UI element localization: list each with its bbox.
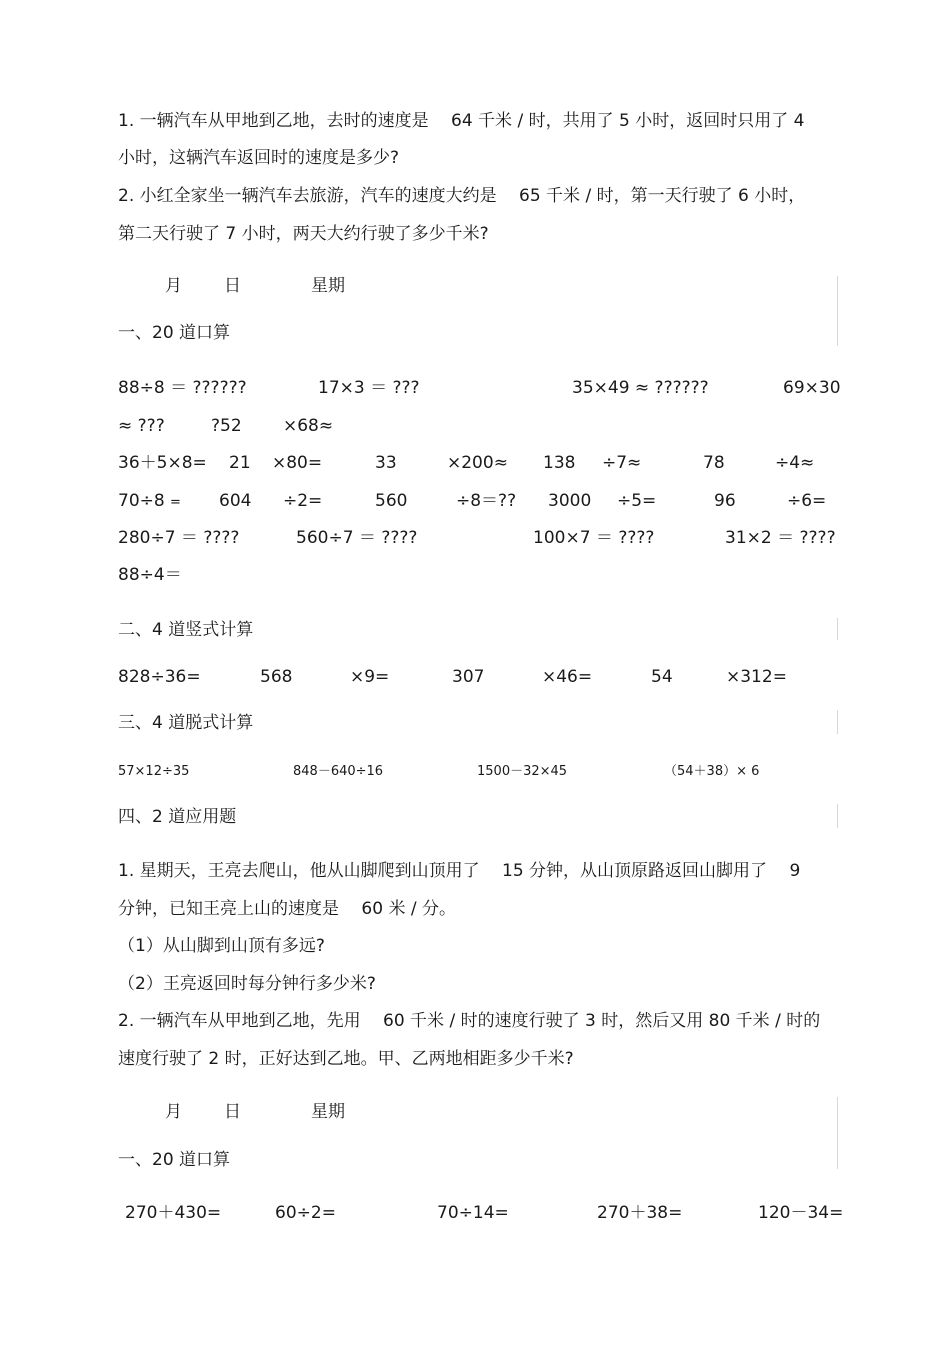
calc-item: ≈ ??? [118,416,165,436]
calc-item: 604 [219,491,252,511]
calc-item: ×80= [272,453,323,473]
calc-item: 560 [375,491,408,511]
date-weekday-label: 星期 [311,276,345,296]
margin-rule [837,804,838,828]
calc-item: 17×3 ＝ ??? [318,378,420,398]
calc-item: 69×30 [783,378,841,398]
date-day-label: 日 [224,1102,241,1122]
calc-item: ÷8＝?? [456,491,517,511]
calc-item: 120－34= [758,1203,844,1223]
calc-item: 828÷36= [118,667,201,687]
calc-item: 70÷14= [437,1203,509,1223]
word-problem-1-part-1: （1）从山脚到山顶有多远? [118,936,325,956]
word-problem-1-line-2: 分钟，已知王亮上山的速度是 60 米 / 分。 [118,899,456,919]
calc-item: ×68≈ [283,416,334,436]
calc-item: 100×7 ＝ ???? [533,528,655,548]
calc-item: 21 [229,453,251,473]
calc-item: 568 [260,667,293,687]
calc-item: 848－640÷16 [293,764,384,779]
section-step-calc-heading: 三、4 道脱式计算 [118,713,254,733]
calc-item: ÷4≈ [775,453,815,473]
calc-item: 270＋430= [125,1203,222,1223]
calc-item: 78 [703,453,725,473]
calc-item: ÷2= [283,491,323,511]
calc-item: 57×12÷35 [118,764,190,779]
problem-2-line-1: 2. 小红全家坐一辆汽车去旅游，汽车的速度大约是 65 千米 / 时，第一天行驶了 6 小时， [118,186,806,206]
calc-item: 560÷7 ＝ ???? [296,528,418,548]
calc-item: 280÷7 ＝ ???? [118,528,240,548]
calc-item: 31×2 ＝ ???? [725,528,836,548]
calc-item: 3000 [548,491,592,511]
calc-item: ÷7≈ [602,453,642,473]
word-problem-2-line-2: 速度行驶了 2 时，正好达到乙地。甲、乙两地相距多少千米? [118,1049,574,1069]
calc-item: ×46= [542,667,593,687]
calc-item: 270＋38= [597,1203,683,1223]
calc-item: 1500－32×45 [477,764,568,779]
word-problem-2-line-1: 2. 一辆汽车从甲地到乙地，先用 60 千米 / 时的速度行驶了 3 时，然后又用 80 千米 / 时的 [118,1011,821,1031]
section-word-problems-heading: 四、2 道应用题 [118,807,237,827]
calc-item: ÷5= [617,491,657,511]
word-problem-1-part-2: （2）王亮返回时每分钟行多少米? [118,974,376,994]
date-day-label: 日 [224,276,241,296]
calc-item: 36＋5×8= [118,453,207,473]
calc-item-equals: = [170,495,181,510]
problem-1-line-2: 小时，这辆汽车返回时的速度是多少? [118,148,400,168]
section-oral-calc-heading: 一、20 道口算 [118,323,231,343]
calc-item: ×200≈ [447,453,508,473]
calc-item: 70÷8 [118,491,165,511]
section-vertical-calc-heading: 二、4 道竖式计算 [118,620,254,640]
calc-item: ?52 [211,416,242,436]
problem-1-line-1: 1. 一辆汽车从甲地到乙地，去时的速度是 64 千米 / 时，共用了 5 小时，返回时只用了 4 [118,111,805,131]
date-month-label: 月 [165,276,182,296]
problem-2-line-2: 第二天行驶了 7 小时，两天大约行驶了多少千米? [118,224,489,244]
calc-item: ÷6= [787,491,827,511]
calc-item: ×312= [726,667,787,687]
date-month-label: 月 [165,1102,182,1122]
calc-item: 96 [714,491,736,511]
date-weekday-label: 星期 [311,1102,345,1122]
calc-item: 35×49 ≈ ?????? [572,378,709,398]
margin-rule [837,618,838,640]
calc-item: （54＋38）× 6 [664,764,760,779]
calc-item: 54 [651,667,673,687]
calc-item: 307 [452,667,485,687]
section-oral-calc-heading: 一、20 道口算 [118,1150,231,1170]
calc-item: 138 [543,453,576,473]
calc-item: 88÷4＝ [118,565,182,585]
margin-rule [837,1097,838,1169]
calc-item: ×9= [350,667,390,687]
word-problem-1-line-1: 1. 星期天，王亮去爬山，他从山脚爬到山顶用了 15 分钟，从山顶原路返回山脚用了 9 [118,861,801,881]
margin-rule [837,276,838,346]
calc-item: 88÷8 ＝ ?????? [118,378,247,398]
calc-item: 60÷2= [275,1203,336,1223]
margin-rule [837,710,838,734]
calc-item: 33 [375,453,397,473]
